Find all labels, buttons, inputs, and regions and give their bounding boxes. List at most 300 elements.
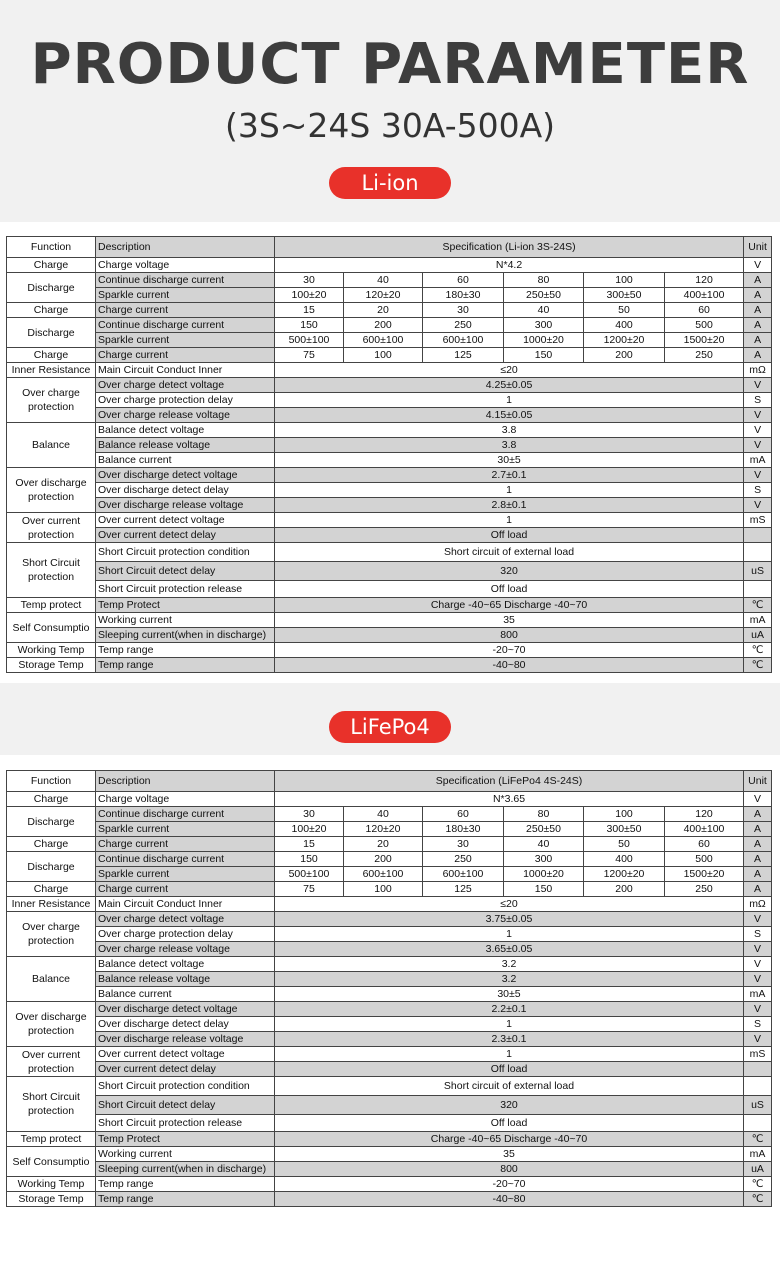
value-cell: 60 [665,303,744,318]
value-cell: 400 [584,852,665,867]
description-cell: Over charge detect voltage [96,378,275,393]
spec-row [7,1017,772,1032]
spec-row [7,333,772,348]
spec-row [7,882,772,897]
value-cell: 15 [275,837,344,852]
value-cell: A [744,288,772,303]
spec-row [7,1047,772,1062]
description-cell: Short Circuit protection condition [96,1077,275,1096]
value-cell: 125 [423,348,504,363]
description-cell: Continue discharge current [96,273,275,288]
value-cell: A [744,852,772,867]
value-cell: 100 [584,807,665,822]
spec-row [7,1132,772,1147]
value-cell: 400±100 [665,822,744,837]
value-cell [744,581,772,598]
value-cell: 500 [665,852,744,867]
value-cell: Off load [275,581,744,598]
value-cell [744,528,772,543]
spec-row [7,438,772,453]
description-cell: Temp range [96,643,275,658]
function-cell: Temp protect [7,1132,96,1147]
value-cell: 1 [275,1047,744,1062]
value-cell: 1 [275,513,744,528]
value-cell: ℃ [744,1132,772,1147]
spec-row [7,807,772,822]
value-cell: 2.8±0.1 [275,498,744,513]
value-cell: Short circuit of external load [275,1077,744,1096]
function-cell: Function [7,771,96,792]
spec-row [7,1192,772,1207]
value-cell: A [744,867,772,882]
value-cell: 3.65±0.05 [275,942,744,957]
value-cell: 400 [584,318,665,333]
value-cell: V [744,468,772,483]
value-cell: Specification (LiFePo4 4S-24S) [275,771,744,792]
value-cell: 30±5 [275,453,744,468]
spec-row [7,468,772,483]
value-cell: Charge -40~65 Discharge -40~70 [275,598,744,613]
value-cell: 2.7±0.1 [275,468,744,483]
description-cell: Charge current [96,303,275,318]
value-cell: Short circuit of external load [275,543,744,562]
description-cell: Sleeping current(when in discharge) [96,1162,275,1177]
description-cell: Over current detect voltage [96,1047,275,1062]
function-cell: Inner Resistance [7,897,96,912]
spec-row [7,658,772,673]
spec-row [7,513,772,528]
value-cell: V [744,258,772,273]
spec-row [7,613,772,628]
description-cell: Short Circuit protection release [96,581,275,598]
value-cell: S [744,393,772,408]
function-cell: Self Consumptio [7,613,96,643]
value-cell: V [744,957,772,972]
value-cell: 30 [275,273,344,288]
value-cell: 1 [275,393,744,408]
spec-row [7,942,772,957]
spec-row [7,628,772,643]
value-cell: 1500±20 [665,867,744,882]
value-cell: 1000±20 [504,333,584,348]
value-cell: 40 [504,837,584,852]
value-cell: 60 [665,837,744,852]
value-cell: 3.2 [275,972,744,987]
function-cell: Function [7,237,96,258]
value-cell: mS [744,513,772,528]
spec-row [7,897,772,912]
value-cell: A [744,882,772,897]
description-cell: Balance release voltage [96,438,275,453]
description-cell: Over discharge detect delay [96,1017,275,1032]
function-cell: Charge [7,348,96,363]
value-cell [744,1062,772,1077]
value-cell: 3.8 [275,438,744,453]
description-cell: Over current detect delay [96,1062,275,1077]
description-cell: Sleeping current(when in discharge) [96,628,275,643]
spec-row [7,258,772,273]
value-cell: 800 [275,628,744,643]
function-cell: Discharge [7,273,96,303]
value-cell: 150 [275,318,344,333]
function-cell: Over charge protection [7,378,96,423]
spec-row [7,643,772,658]
value-cell: uS [744,1096,772,1115]
value-cell: 100 [344,348,423,363]
value-cell: 20 [344,303,423,318]
description-cell: Over discharge release voltage [96,1032,275,1047]
spec-row [7,1032,772,1047]
spec-row [7,453,772,468]
function-cell: Working Temp [7,1177,96,1192]
description-cell: Working current [96,1147,275,1162]
description-cell: Over discharge detect voltage [96,468,275,483]
value-cell: 500±100 [275,333,344,348]
value-cell: 250 [665,348,744,363]
value-cell: 60 [423,273,504,288]
value-cell: uS [744,562,772,581]
value-cell: 600±100 [423,867,504,882]
function-cell: Working Temp [7,643,96,658]
value-cell: A [744,273,772,288]
function-cell: Discharge [7,318,96,348]
value-cell: -20~70 [275,643,744,658]
value-cell: Unit [744,771,772,792]
value-cell: V [744,972,772,987]
value-cell: 250 [665,882,744,897]
value-cell: Specification (Li-ion 3S-24S) [275,237,744,258]
value-cell: 250±50 [504,288,584,303]
description-cell: Continue discharge current [96,318,275,333]
value-cell: 600±100 [344,333,423,348]
value-cell: 150 [504,348,584,363]
description-cell: Over current detect delay [96,528,275,543]
value-cell: 300 [504,318,584,333]
function-cell: Over current protection [7,513,96,543]
value-cell: N*3.65 [275,792,744,807]
spec-row [7,837,772,852]
function-cell: Short Circuit protection [7,543,96,598]
value-cell: V [744,378,772,393]
spec-row [7,598,772,613]
description-cell: Short Circuit detect delay [96,562,275,581]
spec-row [7,288,772,303]
value-cell: 1500±20 [665,333,744,348]
spec-row [7,987,772,1002]
spec-row [7,1115,772,1132]
value-cell: 600±100 [344,867,423,882]
spec-row [7,543,772,562]
function-cell: Over charge protection [7,912,96,957]
description-cell: Description [96,237,275,258]
value-cell: 120±20 [344,288,423,303]
value-cell: ℃ [744,1177,772,1192]
value-cell: 100 [344,882,423,897]
value-cell: 400±100 [665,288,744,303]
function-cell: Charge [7,837,96,852]
value-cell: ℃ [744,1192,772,1207]
description-cell: Sparkle current [96,867,275,882]
value-cell: 300±50 [584,288,665,303]
spec-row [7,771,772,792]
value-cell: 40 [344,273,423,288]
description-cell: Charge current [96,348,275,363]
value-cell: A [744,333,772,348]
value-cell: 1200±20 [584,333,665,348]
spec-row [7,318,772,333]
value-cell: 3.75±0.05 [275,912,744,927]
value-cell: 100 [584,273,665,288]
spec-row [7,423,772,438]
description-cell: Charge current [96,882,275,897]
spec-row [7,1077,772,1096]
function-cell: Short Circuit protection [7,1077,96,1132]
value-cell: S [744,927,772,942]
spec-row [7,408,772,423]
function-cell: Storage Temp [7,658,96,673]
value-cell: 120 [665,807,744,822]
function-cell: Charge [7,792,96,807]
value-cell: mA [744,1147,772,1162]
spec-row [7,393,772,408]
description-cell: Main Circuit Conduct Inner [96,363,275,378]
description-cell: Over discharge release voltage [96,498,275,513]
value-cell: 4.15±0.05 [275,408,744,423]
lifepo4-spec-table [6,770,772,1207]
value-cell: V [744,1002,772,1017]
value-cell: -40~80 [275,658,744,673]
spec-row [7,237,772,258]
value-cell: 30±5 [275,987,744,1002]
description-cell: Balance current [96,453,275,468]
spec-row [7,581,772,598]
spec-row [7,972,772,987]
value-cell: 2.3±0.1 [275,1032,744,1047]
value-cell: 80 [504,273,584,288]
description-cell: Sparkle current [96,333,275,348]
description-cell: Sparkle current [96,822,275,837]
description-cell: Charge voltage [96,258,275,273]
value-cell: 200 [344,318,423,333]
value-cell: 100±20 [275,822,344,837]
value-cell: -40~80 [275,1192,744,1207]
description-cell: Over current detect voltage [96,513,275,528]
value-cell [744,1115,772,1132]
value-cell: V [744,1032,772,1047]
spec-row [7,363,772,378]
value-cell: 500 [665,318,744,333]
value-cell: 1 [275,927,744,942]
value-cell: V [744,942,772,957]
function-cell: Over discharge protection [7,468,96,513]
value-cell: 120±20 [344,822,423,837]
value-cell: 100±20 [275,288,344,303]
function-cell: Inner Resistance [7,363,96,378]
value-cell: uA [744,628,772,643]
function-cell: Charge [7,303,96,318]
description-cell: Short Circuit protection release [96,1115,275,1132]
value-cell: 600±100 [423,333,504,348]
description-cell: Charge current [96,837,275,852]
spec-row [7,822,772,837]
value-cell: mA [744,987,772,1002]
value-cell: 1 [275,483,744,498]
spec-row [7,498,772,513]
function-cell: Balance [7,957,96,1002]
value-cell: A [744,822,772,837]
value-cell: 3.8 [275,423,744,438]
description-cell: Continue discharge current [96,852,275,867]
value-cell: A [744,303,772,318]
spec-row [7,483,772,498]
value-cell: 15 [275,303,344,318]
value-cell: V [744,438,772,453]
value-cell: uA [744,1162,772,1177]
value-cell: 30 [275,807,344,822]
value-cell: S [744,483,772,498]
spec-row [7,1002,772,1017]
function-cell: Storage Temp [7,1192,96,1207]
description-cell: Over discharge detect voltage [96,1002,275,1017]
value-cell: A [744,348,772,363]
value-cell: mΩ [744,363,772,378]
description-cell: Main Circuit Conduct Inner [96,897,275,912]
value-cell: Off load [275,528,744,543]
value-cell: mS [744,1047,772,1062]
spec-row [7,1096,772,1115]
spec-row [7,792,772,807]
value-cell: mΩ [744,897,772,912]
spec-row [7,1162,772,1177]
value-cell: 180±30 [423,288,504,303]
lifepo4-badge: LiFePo4 [329,711,451,743]
description-cell: Continue discharge current [96,807,275,822]
value-cell: ℃ [744,658,772,673]
page-subtitle: (3S~24S 30A-500A) [224,106,556,145]
value-cell: V [744,423,772,438]
function-cell: Charge [7,258,96,273]
value-cell: 320 [275,562,744,581]
function-cell: Temp protect [7,598,96,613]
description-cell: Over charge protection delay [96,927,275,942]
spec-row [7,528,772,543]
value-cell: V [744,792,772,807]
spec-row [7,912,772,927]
description-cell: Sparkle current [96,288,275,303]
value-cell: 200 [584,348,665,363]
description-cell: Balance detect voltage [96,957,275,972]
spec-row [7,927,772,942]
value-cell: S [744,1017,772,1032]
description-cell: Over charge detect voltage [96,912,275,927]
spec-row [7,378,772,393]
value-cell: 30 [423,303,504,318]
description-cell: Over discharge detect delay [96,483,275,498]
value-cell: Off load [275,1115,744,1132]
description-cell: Short Circuit protection condition [96,543,275,562]
value-cell: 320 [275,1096,744,1115]
value-cell: V [744,912,772,927]
value-cell: 180±30 [423,822,504,837]
value-cell: -20~70 [275,1177,744,1192]
description-cell: Over charge release voltage [96,408,275,423]
value-cell: ≤20 [275,897,744,912]
description-cell: Temp Protect [96,1132,275,1147]
description-cell: Temp Protect [96,598,275,613]
function-cell: Discharge [7,852,96,882]
value-cell: 50 [584,303,665,318]
description-cell: Balance current [96,987,275,1002]
value-cell: 1 [275,1017,744,1032]
value-cell: 125 [423,882,504,897]
value-cell: Off load [275,1062,744,1077]
description-cell: Working current [96,613,275,628]
value-cell: 35 [275,1147,744,1162]
description-cell: Balance release voltage [96,972,275,987]
value-cell: Charge -40~65 Discharge -40~70 [275,1132,744,1147]
value-cell: 150 [275,852,344,867]
value-cell: 30 [423,837,504,852]
spec-row [7,1147,772,1162]
spec-row [7,273,772,288]
value-cell: 250±50 [504,822,584,837]
spec-row [7,852,772,867]
li-ion-badge: Li-ion [329,167,451,199]
function-cell: Self Consumptio [7,1147,96,1177]
spec-row [7,348,772,363]
value-cell: 500±100 [275,867,344,882]
value-cell: 80 [504,807,584,822]
value-cell: 120 [665,273,744,288]
spec-row [7,562,772,581]
spec-row [7,957,772,972]
function-cell: Over discharge protection [7,1002,96,1047]
description-cell: Description [96,771,275,792]
spec-row [7,1177,772,1192]
spec-row [7,1062,772,1077]
description-cell: Temp range [96,1177,275,1192]
value-cell: 250 [423,852,504,867]
value-cell: ℃ [744,598,772,613]
function-cell: Over current protection [7,1047,96,1077]
value-cell: 75 [275,882,344,897]
value-cell: mA [744,453,772,468]
value-cell [744,543,772,562]
function-cell: Charge [7,882,96,897]
value-cell: N*4.2 [275,258,744,273]
description-cell: Temp range [96,1192,275,1207]
description-cell: Over charge release voltage [96,942,275,957]
value-cell: 250 [423,318,504,333]
description-cell: Temp range [96,658,275,673]
spec-row [7,867,772,882]
value-cell: 20 [344,837,423,852]
value-cell: 1200±20 [584,867,665,882]
value-cell: ℃ [744,643,772,658]
value-cell: ≤20 [275,363,744,378]
value-cell: 2.2±0.1 [275,1002,744,1017]
value-cell: A [744,318,772,333]
value-cell: 40 [344,807,423,822]
description-cell: Charge voltage [96,792,275,807]
description-cell: Balance detect voltage [96,423,275,438]
value-cell: 200 [344,852,423,867]
page-title: PRODUCT PARAMETER [30,32,750,97]
value-cell: A [744,837,772,852]
value-cell: 3.2 [275,957,744,972]
description-cell: Short Circuit detect delay [96,1096,275,1115]
value-cell: 300 [504,852,584,867]
